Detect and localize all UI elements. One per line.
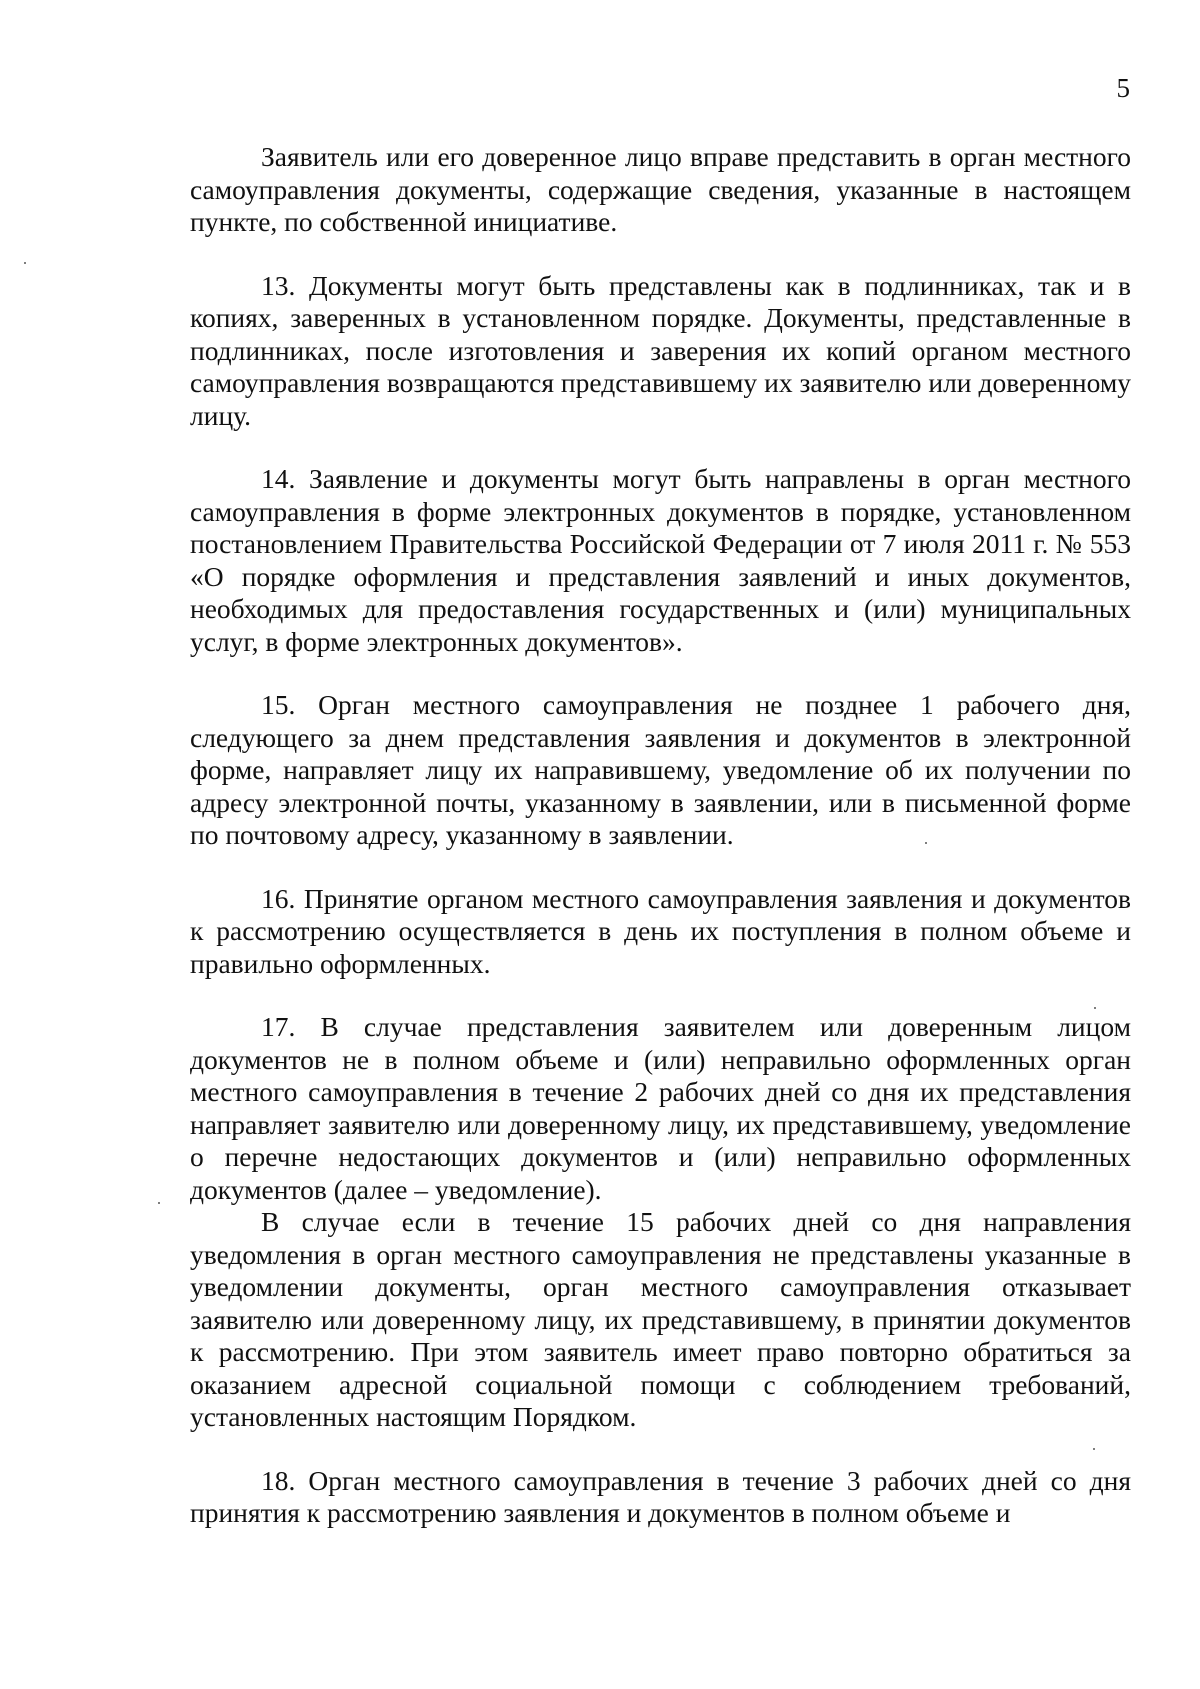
- paragraph-15: 15. Орган местного самоуправления не позднее 1 рабочего дня, следующего за днем представления заявления и документов в электронной форме, направляет лицу их направившему, уведомление об их получении по адресу электронной почты, указанному в заявлении, или в письменной форме по почтовому адресу, указанному в заявлении.: [190, 689, 1131, 850]
- scan-speck: [24, 262, 26, 264]
- paragraph-14: 14. Заявление и документы могут быть направлены в орган местного самоуправления в форме электронных документов в порядке, установленном постановлением Правительства Российской Федерации от 7 июля 2011 г. № 553 «О порядке оформления и представления заявлений и иных документов, необходимых для предоставления государственных и (или) муниципальных услуг, в форме электронных документов».: [190, 463, 1131, 657]
- scan-speck: [1094, 1007, 1096, 1009]
- paragraph-16: 16. Принятие органом местного самоуправления заявления и документов к рассмотрению осуществляется в день их поступления в полном объеме и правильно оформленных.: [190, 882, 1131, 979]
- scan-speck: [158, 1202, 160, 1204]
- scan-speck: [925, 842, 927, 844]
- page-number: 5: [1116, 73, 1130, 103]
- paragraph-18: 18. Орган местного самоуправления в течение 3 рабочих дней со дня принятия к рассмотрению заявления и документов в полном объеме и: [190, 1464, 1131, 1528]
- scan-speck: [1093, 1448, 1095, 1450]
- paragraph-13: 13. Документы могут быть представлены как в подлинниках, так и в копиях, заверенных в установленном порядке. Документы, представленные в подлинниках, после изготовления и заверения их копий органом местного самоуправления возвращаются представившему их заявителю или доверенному лицу.: [190, 269, 1131, 431]
- paragraph-applicant-right: Заявитель или его доверенное лицо вправе представить в орган местного самоуправления документы, содержащие сведения, указанные в настоящем пункте, по собственной инициативе.: [190, 141, 1131, 237]
- paragraph-17-refusal: В случае если в течение 15 рабочих дней со дня направления уведомления в орган местного самоуправления не представлены указанные в уведомлении документы, орган местного самоуправления отказывает заявителю или доверенному лицу, их представившему, в принятии документов к рассмотрению. При этом заявитель имеет право повторно обратиться за оказанием адресной социальной помощи с соблюдением требований, установленных настоящим Порядком.: [190, 1206, 1131, 1432]
- paragraph-17: 17. В случае представления заявителем или доверенным лицом документов не в полном объеме и (или) неправильно оформленных орган местного самоуправления в течение 2 рабочих дней со дня их представления направляет заявителю или доверенному лицу, их представившему, уведомление о перечне недостающих документов и (или) неправильно оформленных документов (далее – уведомление).: [190, 1011, 1131, 1205]
- document-body: [190, 141, 1131, 1530]
